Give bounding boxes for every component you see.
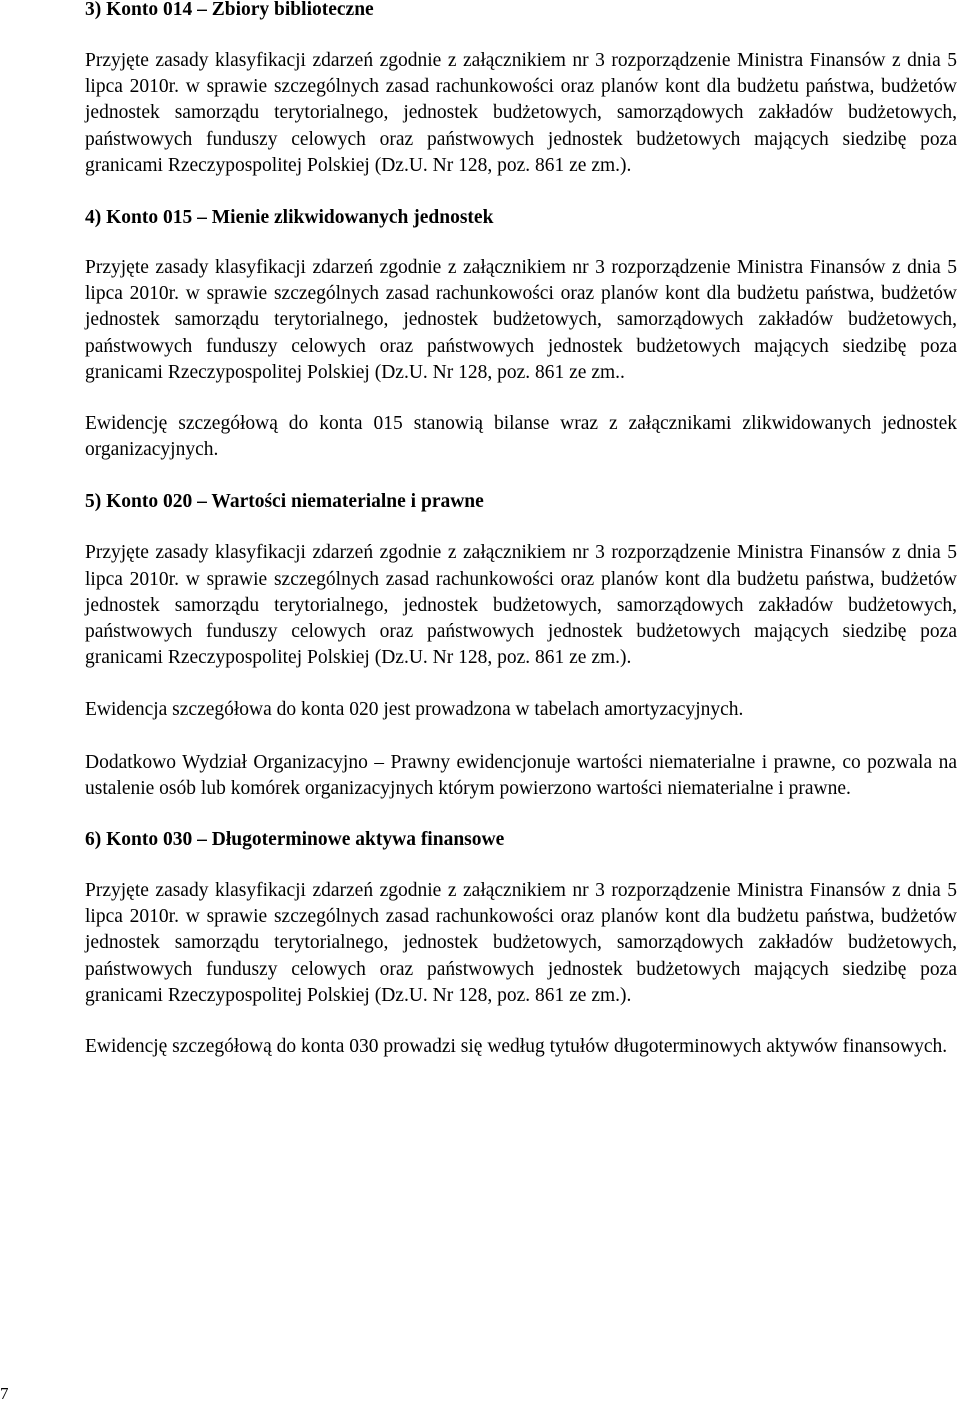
section-paragraph: Przyjęte zasady klasyfikacji zdarzeń zgodnie z załącznikiem nr 3 rozporządzenie Ministra Finansów z dnia 5 lipca 2010r. w sprawie szczególnych zasad rachunkowości oraz planów kont dla budżetu państwa, budżetów jednostek samorządu terytorialnego, jednostek budżetowych, samorządowych zakładów budżetowych, państwowych funduszy celowych oraz państwowych jednostek budżetowych mających siedzibę poza granicami Rzeczypospolitej Polskiej (Dz.U. Nr 128, poz. 861 ze zm..	[85, 257, 957, 383]
section-paragraph: Przyjęte zasady klasyfikacji zdarzeń zgodnie z załącznikiem nr 3 rozporządzenie Ministra Finansów z dnia 5 lipca 2010r. w sprawie szczególnych zasad rachunkowości oraz planów kont dla budżetu państwa, budżetów jednostek samorządu terytorialnego, jednostek budżetowych, samorządowych zakładów budżetowych, państwowych funduszy celowych oraz państwowych jednostek budżetowych mających siedzibę poza granicami Rzeczypospolitej Polskiej (Dz.U. Nr 128, poz. 861 ze zm.).	[85, 50, 957, 176]
page-number: 7	[0, 1384, 9, 1403]
section-paragraph: Przyjęte zasady klasyfikacji zdarzeń zgodnie z załącznikiem nr 3 rozporządzenie Ministra Finansów z dnia 5 lipca 2010r. w sprawie szczególnych zasad rachunkowości oraz planów kont dla budżetu państwa, budżetów jednostek samorządu terytorialnego, jednostek budżetowych, samorządowych zakładów budżetowych, państwowych funduszy celowych oraz państwowych jednostek budżetowych mających siedzibę poza granicami Rzeczypospolitej Polskiej (Dz.U. Nr 128, poz. 861 ze zm.).	[85, 542, 957, 669]
section-heading-konto-014: 3) Konto 014 – Zbiory biblioteczne	[85, 0, 374, 20]
section-paragraph: Ewidencję szczegółową do konta 015 stanowią bilanse wraz z załącznikami zlikwidowanych jednostek organizacyjnych.	[85, 413, 957, 461]
section-paragraph: Przyjęte zasady klasyfikacji zdarzeń zgodnie z załącznikiem nr 3 rozporządzenie Ministra Finansów z dnia 5 lipca 2010r. w sprawie szczególnych zasad rachunkowości oraz planów kont dla budżetu państwa, budżetów jednostek samorządu terytorialnego, jednostek budżetowych, samorządowych zakładów budżetowych, państwowych funduszy celowych oraz państwowych jednostek budżetowych mających siedzibę poza granicami Rzeczypospolitej Polskiej (Dz.U. Nr 128, poz. 861 ze zm.).	[85, 880, 957, 1006]
section-paragraph: Ewidencja szczegółowa do konta 020 jest prowadzona w tabelach amortyzacyjnych.	[85, 699, 744, 721]
document-body	[85, 0, 957, 1060]
section-heading-konto-015: 4) Konto 015 – Mienie zlikwidowanych jednostek	[85, 207, 494, 229]
section-paragraph: Ewidencję szczegółową do konta 030 prowadzi się według tytułów długoterminowych aktywów finansowych.	[85, 1036, 948, 1058]
section-paragraph: Dodatkowo Wydział Organizacyjno – Prawny ewidencjonuje wartości niematerialne i prawne, co pozwala na ustalenie osób lub komórek organizacyjnych którym powierzono wartości niematerialne i prawne.	[85, 751, 957, 799]
section-heading-konto-030: 6) Konto 030 – Długoterminowe aktywa finansowe	[85, 829, 505, 851]
section-heading-konto-020: 5) Konto 020 – Wartości niematerialne i prawne	[85, 491, 484, 513]
